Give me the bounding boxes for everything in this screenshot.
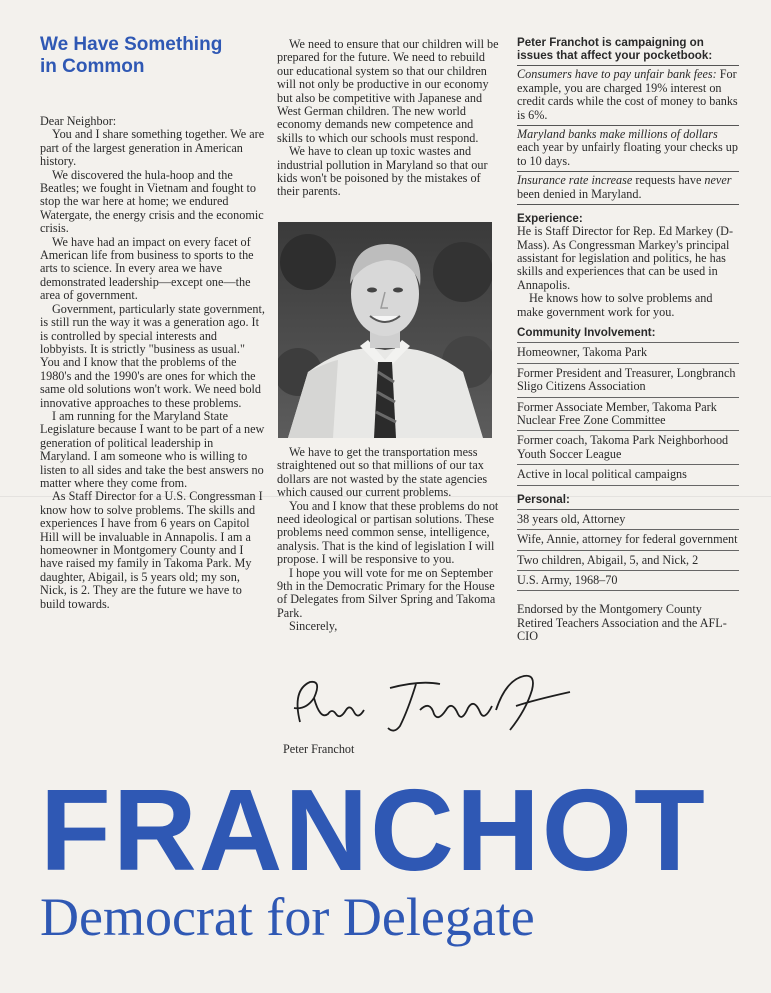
salutation: Dear Neighbor: <box>40 114 117 128</box>
letter-paragraph: We have to get the transportation mess straightened out so that millions of our tax dollars are not wasted by the state agencies which caused our current problems. <box>277 445 488 500</box>
issue-text: For example, you are charged 19% interest on credit cards while the cost of money to banks is 6%. <box>517 67 738 122</box>
letter-paragraph: We have to clean up toxic wastes and industrial pollution in Maryland so that our kids won't be poisoned by the mistakes of their parents. <box>277 144 488 199</box>
list-item: Two children, Abigail, 5, and Nick, 2 <box>517 551 739 571</box>
sidebar-column <box>517 34 739 644</box>
signature-name: Peter Franchot <box>283 742 355 756</box>
community-section <box>517 326 739 485</box>
issue-emphasis: never <box>704 173 732 188</box>
experience-section <box>517 212 739 319</box>
issue-item <box>517 66 739 126</box>
list-item: 38 years old, Attorney <box>517 510 739 530</box>
list-item: Active in local political campaigns <box>517 465 739 485</box>
letter-paragraph: Government, particularly state government, is still run the way it was a generation ago. It is controlled by special interests and lobbyists. It is strictly "business as usual." You and I know that the problems of the 1980's and the 1990's are ones for which the same old solutions won't work. We need bold innovative approaches to these problems. <box>40 301 265 410</box>
endorsement: Endorsed by the Montgomery County Retired Teachers Association and the AFL-CIO <box>517 602 727 644</box>
candidate-portrait <box>278 222 492 438</box>
list-item: Wife, Annie, attorney for federal government <box>517 530 739 550</box>
issue-text: been denied in Maryland. <box>517 186 642 201</box>
list-item: U.S. Army, 1968–70 <box>517 571 739 591</box>
letter-paragraph: We have had an impact on every facet of American life from business to sports to the arts to science. In every area we have demonstrated leadership—except one—the area of government. <box>40 234 254 303</box>
letter-column <box>40 115 265 611</box>
experience-text: He knows how to solve problems and make government work for you. <box>517 291 713 319</box>
pocketbook-heading: Peter Franchot is campaigning on issues that affect your pocketbook: <box>517 34 739 66</box>
letter-paragraph: As Staff Director for a U.S. Congressman I know how to solve problems. The skills and experiences I have from 6 years on Capitol Hill will be invaluable in Annapolis. I am a homeowner in Montgomery County and I have raised my family in Takoma Park. My daughter, Abigail, is 5 years old; my son, Nick, is 2. They are the future we have to build towards. <box>40 489 263 611</box>
letter-paragraph: I hope you will vote for me on September 9th in the Democratic Primary for the House of Delegates from Silver Spring and Takoma Park. <box>277 565 496 620</box>
campaign-tagline: Democrat for Delegate <box>40 887 535 947</box>
issue-item <box>517 172 739 205</box>
list-item: Former Associate Member, Takoma Park Nuclear Free Zone Committee <box>517 398 739 432</box>
issue-text: requests have <box>632 173 705 188</box>
list-item: Former President and Treasurer, Longbranch Sligo Citizens Association <box>517 364 739 398</box>
letter-paragraph: You and I share something together. We are part of the largest generation in American history. <box>40 127 265 169</box>
issue-item <box>517 126 739 172</box>
experience-heading: Experience: <box>517 212 583 226</box>
signature-icon <box>270 670 580 740</box>
issue-title: Consumers have to pay unfair bank fees: <box>517 67 717 82</box>
list-item: Former coach, Takoma Park Neighborhood Youth Soccer League <box>517 431 739 465</box>
issue-title: Insurance rate increase <box>517 173 633 188</box>
candidate-surname: FRANCHOT <box>40 765 707 895</box>
portrait-photo-icon <box>278 222 492 438</box>
middle-column-bottom <box>277 446 499 634</box>
letter-paragraph: We need to ensure that our children will be prepared for the future. We need to rebuild our educational system so that our children will not only be productive in our economy but also be competitive with Japanese and West German children. The new world economy demands new competence and skills to which our schools must respond. <box>277 37 499 145</box>
letter-paragraph: I am running for the Maryland State Legislature because I want to be part of a new generation of political leadership in Maryland. I am someone who is willing to listen to all sides and take the best answers no matter where they come from. <box>40 408 265 490</box>
letter-paragraph: We discovered the hula-hoop and the Beatles; we fought in Vietnam and fought to stop the war here at home; we endured Watergate, the energy crisis and the economic crisis. <box>40 167 264 236</box>
list-item: Homeowner, Takoma Park <box>517 343 739 363</box>
experience-text: He is Staff Director for Rep. Ed Markey (D-Mass). As Congressman Markey's principal assistant for legislation and politics, he has skills and experiences that can be used in Annapolis. <box>517 224 734 292</box>
letter-paragraph: You and I know that these problems do not need ideological or partisan solutions. These problems need common sense, intelligence, analysis. That is the kind of legislation I will propose. I will be responsive to you. <box>277 498 499 567</box>
headline: We Have Something in Common <box>40 34 223 77</box>
personal-list <box>517 509 739 592</box>
closing: Sincerely, <box>289 619 338 634</box>
personal-heading: Personal: <box>517 492 570 506</box>
middle-column-top <box>277 38 499 199</box>
issue-title: Maryland banks make millions of dollars <box>517 127 718 142</box>
community-list <box>517 342 739 485</box>
issue-text: each year by unfairly floating your checks up to 10 days. <box>517 140 738 168</box>
personal-section <box>517 493 739 592</box>
community-heading: Community Involvement: <box>517 326 656 340</box>
